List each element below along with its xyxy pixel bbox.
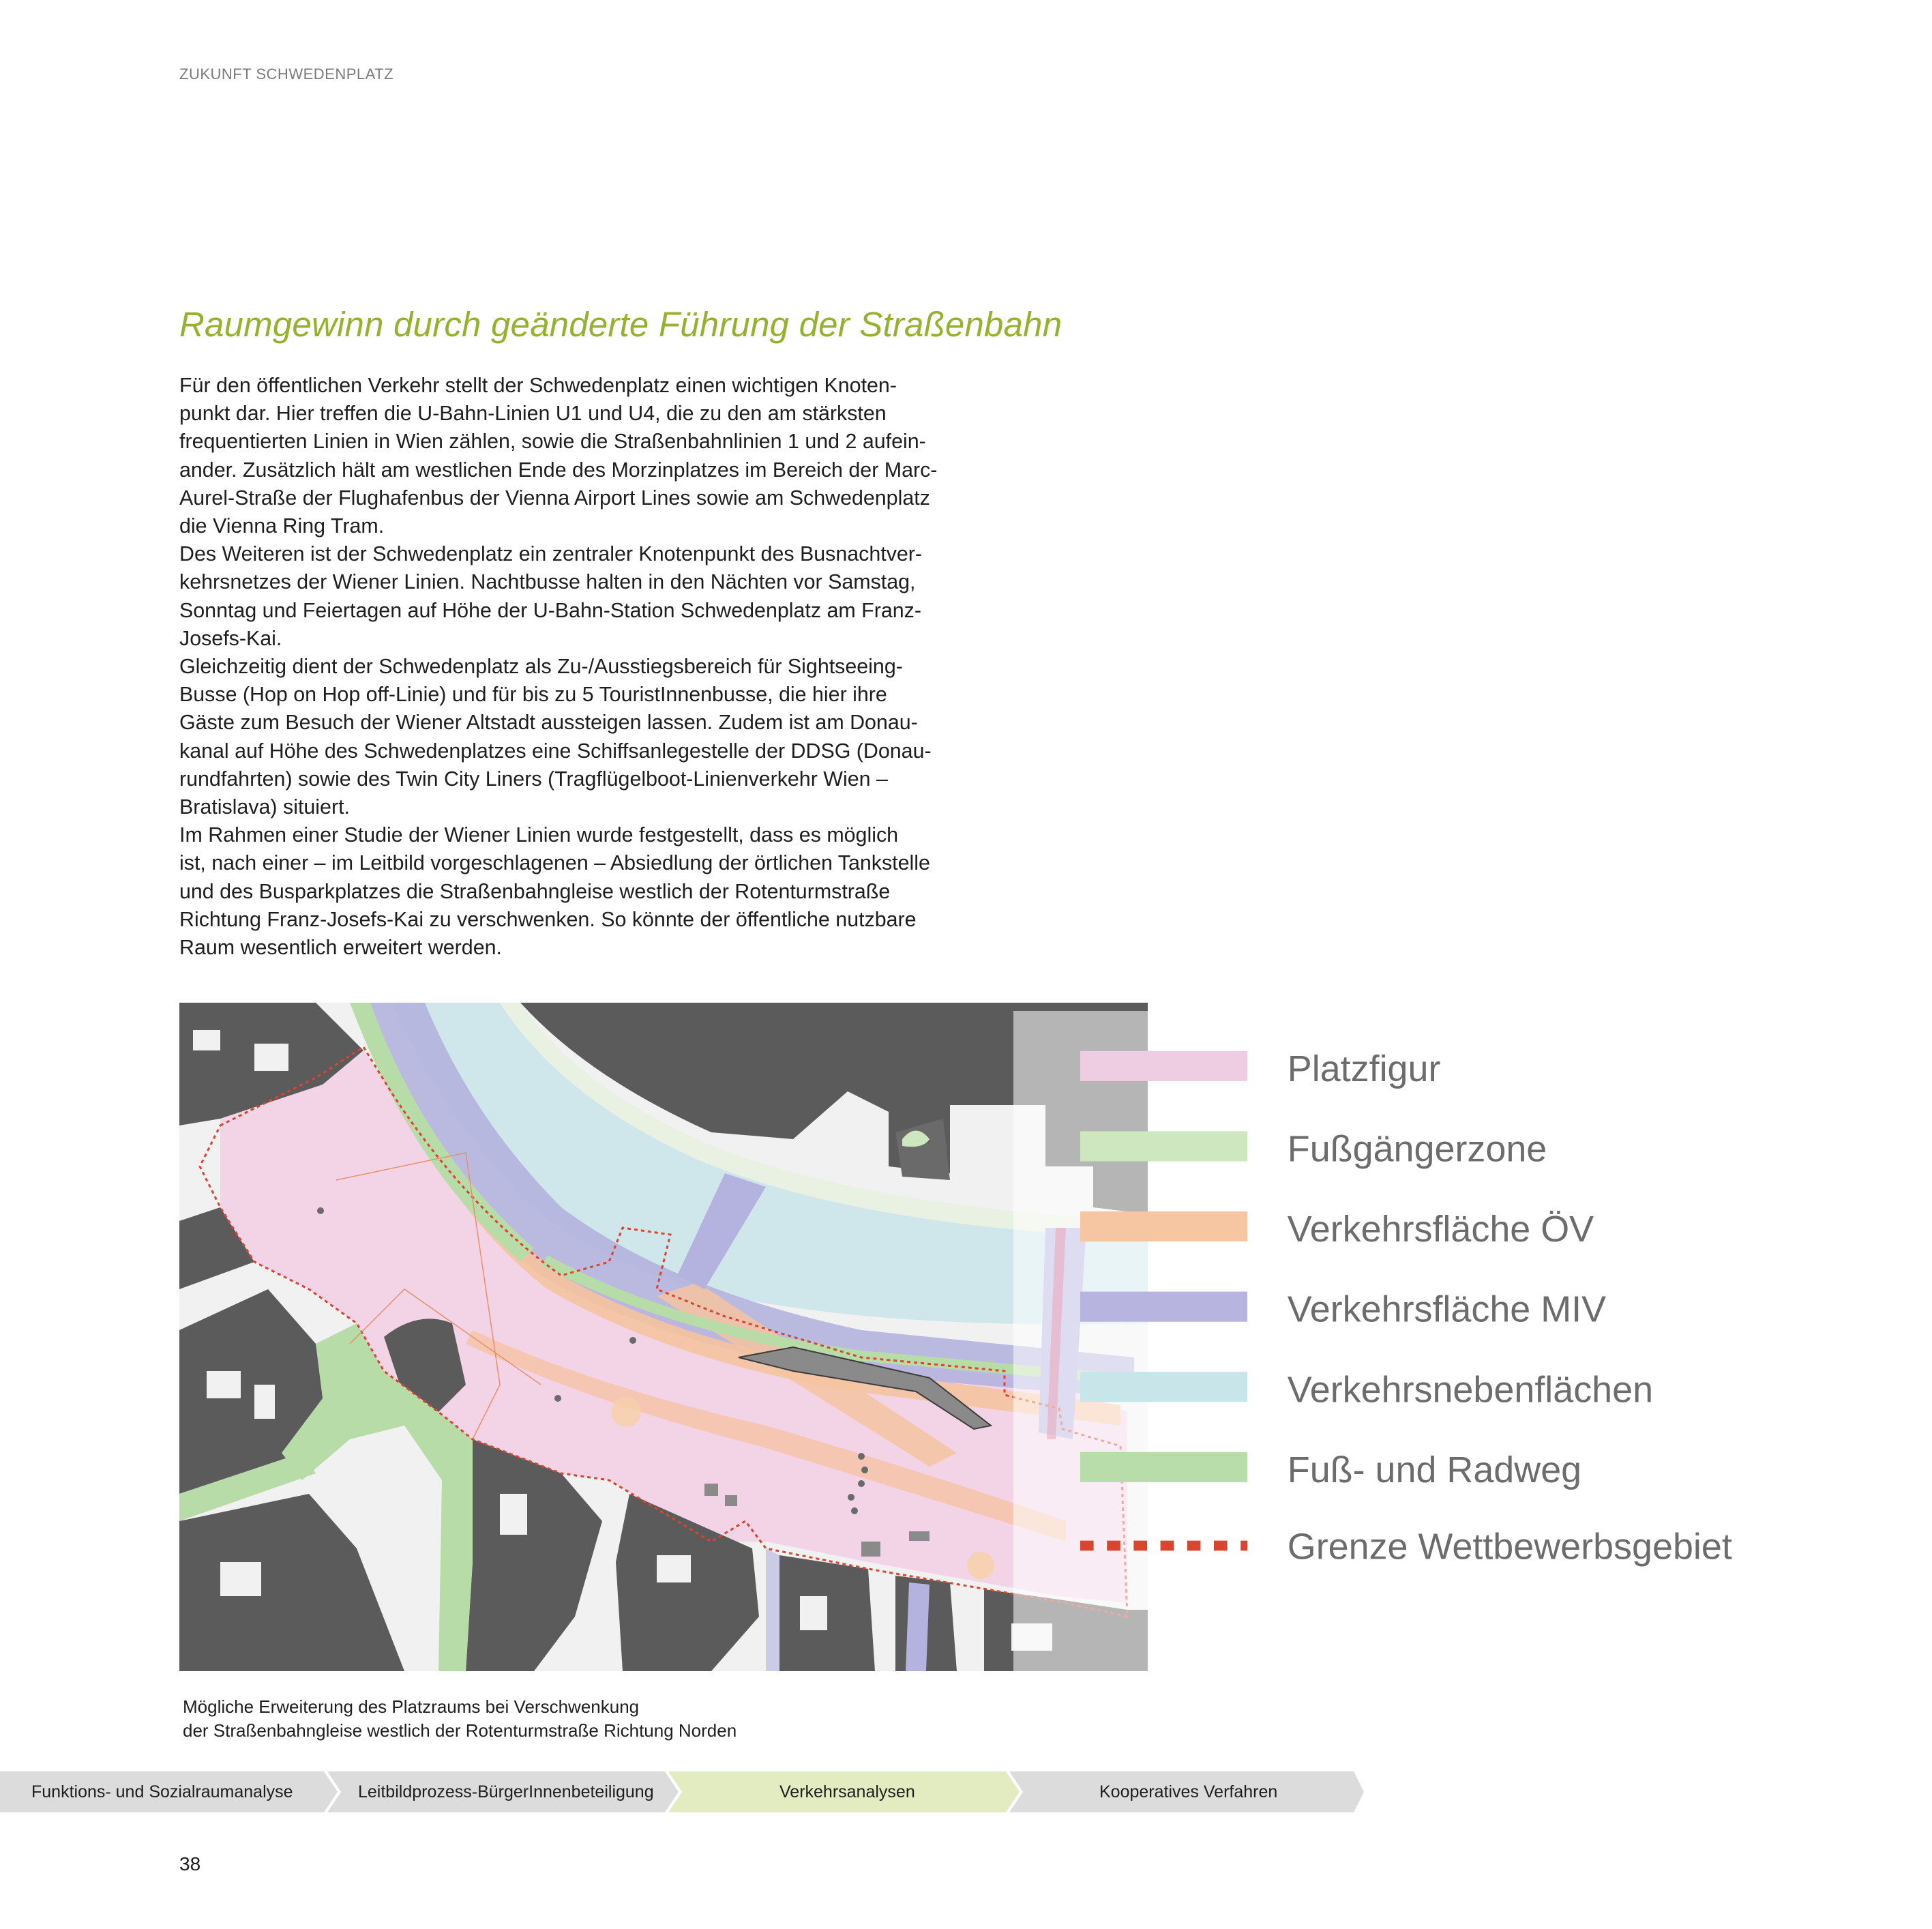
legend-label: Fußgängerzone bbox=[1287, 1128, 1547, 1170]
figure-caption bbox=[183, 1695, 737, 1743]
body-text bbox=[179, 372, 964, 962]
body-line: Des Weiteren ist der Schwedenplatz ein zentraler Knotenpunkt des Busnachtver- bbox=[179, 542, 923, 566]
legend-swatch bbox=[1080, 1211, 1247, 1241]
legend-label: Fuß- und Radweg bbox=[1287, 1449, 1582, 1490]
legend-label: Verkehrsfläche ÖV bbox=[1287, 1209, 1594, 1250]
nav-step-kooperatives-verfahren[interactable]: Kooperatives Verfahren bbox=[1099, 1782, 1278, 1801]
body-line: ist, nach einer – im Leitbild vorgeschlagenen – Absiedlung der örtlichen Tankstelle bbox=[179, 851, 930, 875]
body-line: Aurel-Straße der Flughafenbus der Vienna Airport Lines sowie am Schwedenplatz bbox=[179, 486, 930, 510]
nav-step-leitbildprozess[interactable]: Leitbildprozess-BürgerInnenbeteiligung bbox=[358, 1782, 654, 1801]
body-line: Sonntag und Feiertagen auf Höhe der U-Bahn-Station Schwedenplatz am Franz- bbox=[179, 598, 921, 622]
body-line: Gleichzeitig dient der Schwedenplatz als Zu-/Ausstiegsbereich für Sightseeing- bbox=[179, 655, 903, 679]
nav-step-funktions-sozialraumanalyse[interactable]: Funktions- und Sozialraumanalyse bbox=[31, 1782, 293, 1801]
running-header: ZUKUNFT SCHWEDENPLATZ bbox=[179, 65, 394, 83]
legend-swatch bbox=[1080, 1452, 1247, 1482]
body-line: frequentierten Linien in Wien zählen, sowie die Straßenbahnlinien 1 und 2 aufein- bbox=[179, 430, 926, 454]
legend-label: Verkehrsfläche MIV bbox=[1287, 1289, 1607, 1330]
body-line: Richtung Franz-Josefs-Kai zu verschwenken. So könnte der öffentliche nutzbare bbox=[179, 907, 917, 931]
caption-line: der Straßenbahngleise westlich der Rotenturmstraße Richtung Norden bbox=[183, 1720, 737, 1741]
map-legend bbox=[964, 1011, 1932, 1679]
section-title: Raumgewinn durch geänderte Führung der Straßenbahn bbox=[179, 305, 1062, 344]
body-line: Busse (Hop on Hop off-Linie) und für bis zu 5 TouristInnenbusse, die hier ihre bbox=[179, 683, 887, 707]
chapter-navigation bbox=[0, 1771, 1364, 1812]
body-line: ander. Zusätzlich hält am westlichen Ende des Morzinplatzes im Bereich der Marc- bbox=[179, 458, 938, 482]
legend-label: Grenze Wettbewerbsgebiet bbox=[1287, 1526, 1732, 1567]
legend-label: Platzfigur bbox=[1287, 1048, 1441, 1089]
legend-label: Verkehrsnebenflächen bbox=[1287, 1369, 1654, 1411]
body-line: Raum wesentlich erweitert werden. bbox=[179, 936, 502, 960]
body-line: Gäste zum Besuch der Wiener Altstadt aussteigen lassen. Zudem ist am Donau- bbox=[179, 711, 918, 735]
caption-line: Mögliche Erweiterung des Platzraums bei Verschwenkung bbox=[183, 1696, 640, 1717]
site-plan-map bbox=[179, 1003, 1732, 1671]
body-line: kanal auf Höhe des Schwedenplatzes eine Schiffsanlegestelle der DDSG (Donau- bbox=[179, 739, 932, 763]
body-line: Bratislava) situiert. bbox=[179, 795, 350, 819]
legend-swatch bbox=[1080, 1292, 1247, 1322]
body-line: rundfahrten) sowie des Twin City Liners (Tragflügelboot-Linienverkehr Wien – bbox=[179, 767, 888, 791]
body-line: Josefs-Kai. bbox=[179, 626, 282, 650]
page-number: 38 bbox=[179, 1853, 201, 1874]
body-line: Für den öffentlichen Verkehr stellt der Schwedenplatz einen wichtigen Knoten- bbox=[179, 374, 897, 397]
body-line: kehrsnetzes der Wiener Linien. Nachtbusse halten in den Nächten vor Samstag, bbox=[179, 570, 916, 594]
legend-swatch bbox=[1080, 1372, 1247, 1402]
nav-step-verkehrsanalysen[interactable]: Verkehrsanalysen bbox=[779, 1782, 915, 1801]
body-line: Im Rahmen einer Studie der Wiener Linien wurde festgestellt, dass es möglich bbox=[179, 823, 899, 847]
legend-swatch bbox=[1080, 1051, 1247, 1081]
body-line: die Vienna Ring Tram. bbox=[179, 514, 385, 538]
body-line: punkt dar. Hier treffen die U-Bahn-Linien U1 und U4, die zu den am stärksten bbox=[179, 402, 887, 426]
body-line: und des Busparkplatzes die Straßenbahngleise westlich der Rotenturmstraße bbox=[179, 879, 891, 903]
legend-swatch bbox=[1080, 1131, 1247, 1161]
